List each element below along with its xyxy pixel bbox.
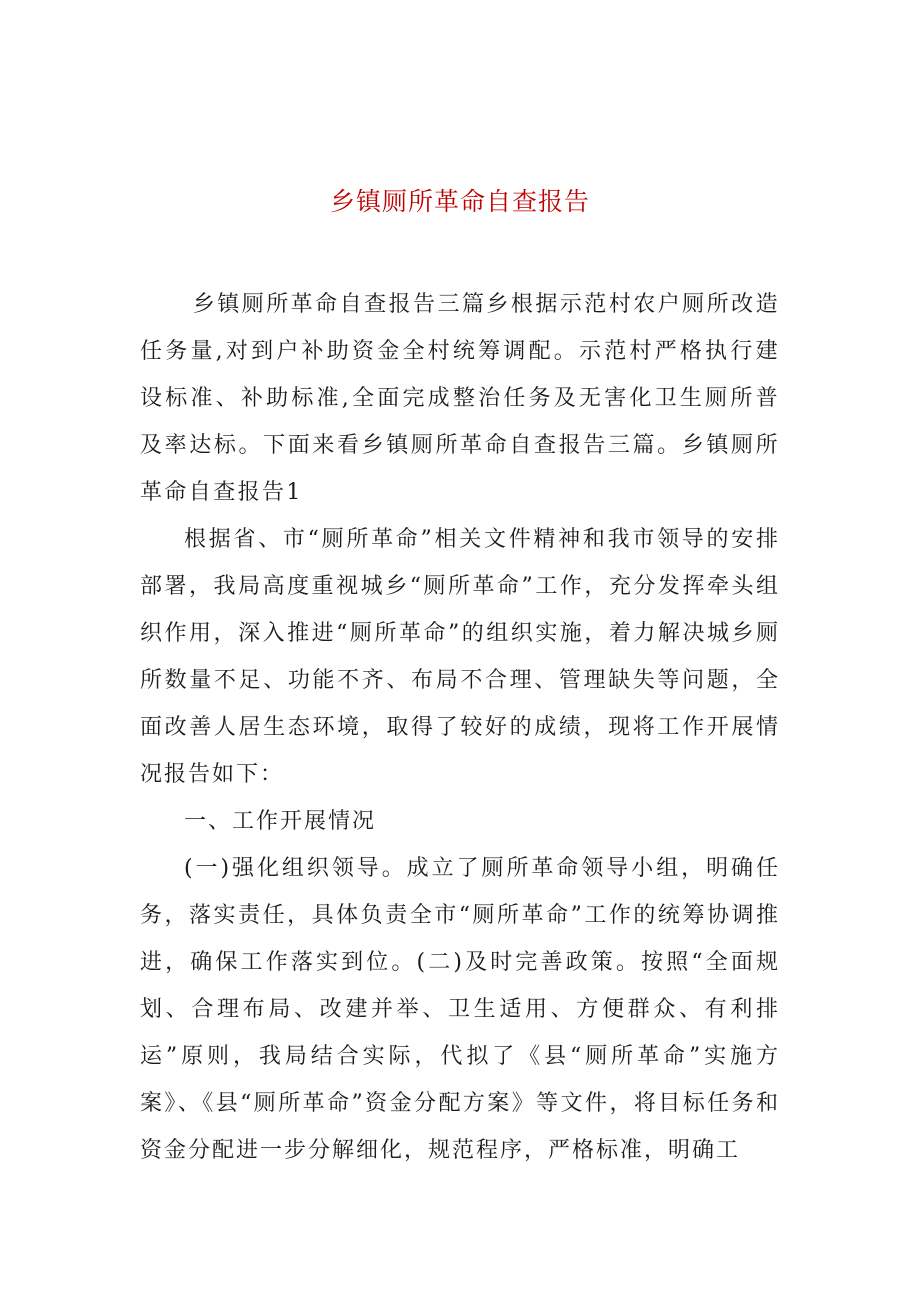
document-title: 乡镇厕所革命自查报告	[329, 186, 590, 216]
background-paragraph: 根据省、市“厕所革命”相关文件精神和我市领导的安排部署，我局高度重视城乡“厕所革命”工作，充分发挥牵头组织作用，深入推进“厕所革命”的组织实施，着力解决城乡厕所数量不足、功能不齐、布局不合理、管理缺失等问题，全面改善人居生态环境，取得了较好的成绩，现将工作开展情况报告如下：	[140, 527, 780, 787]
work-details-paragraph: (一)强化组织领导。成立了厕所革命领导小组，明确任务，落实责任，具体负责全市“厕所革命”工作的统筹协调推进，确保工作落实到位。(二)及时完善政策。按照“全面规划、合理布局、改建并举、卫生适用、方便群众、有利排运”原则，我局结合实际，代拟了《县“厕所革命”实施方案》、《县“厕所革命”资金分配方案》等文件，将目标任务和资金分配进一步分解细化，规范程序，严格标准，明确工	[140, 856, 780, 1163]
document-body	[140, 281, 780, 1174]
section-heading: 一、工作开展情况	[184, 809, 377, 834]
intro-paragraph: 乡镇厕所革命自查报告三篇乡根据示范村农户厕所改造任务量,对到户补助资金全村统筹调配。示范村严格执行建设标准、补助标准,全面完成整治任务及无害化卫生厕所普及率达标。下面来看乡镇厕所革命自查报告三篇。乡镇厕所革命自查报告1	[140, 292, 780, 505]
